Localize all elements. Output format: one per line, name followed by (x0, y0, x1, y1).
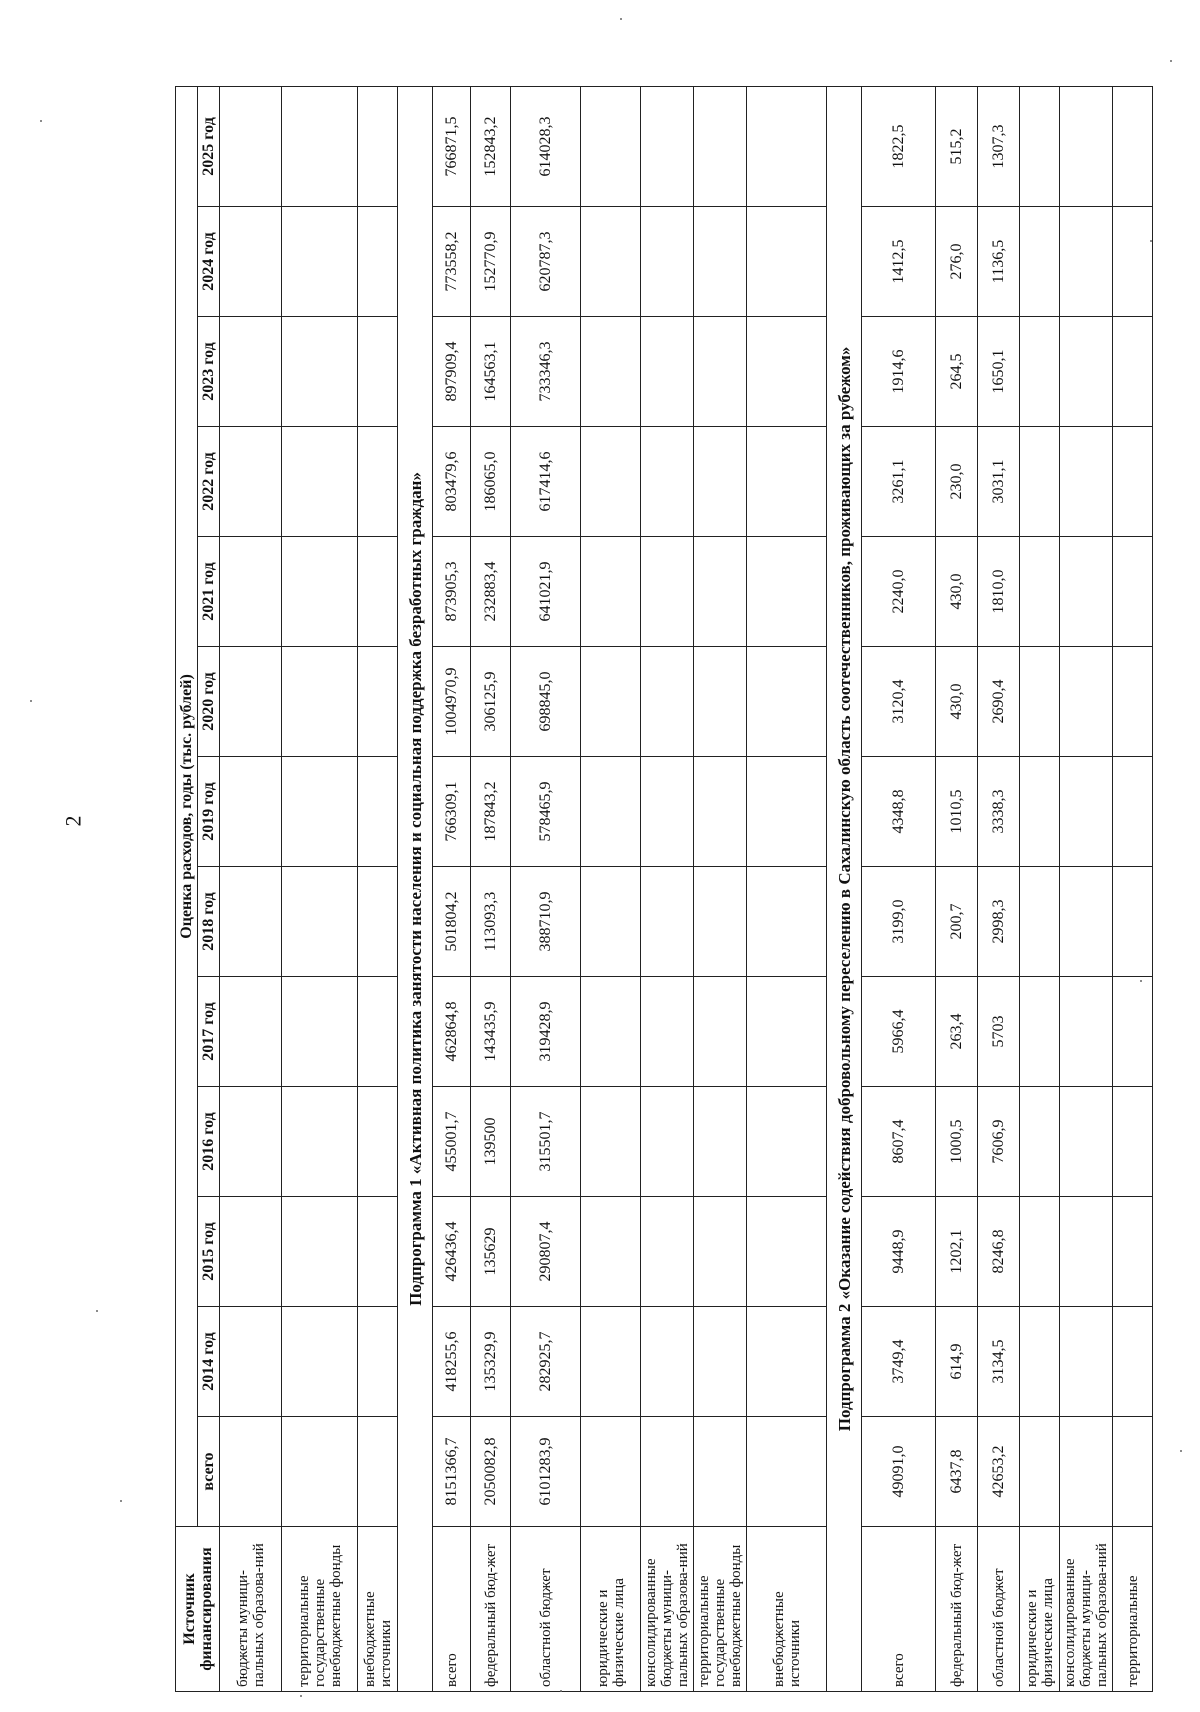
value-cell (747, 1087, 827, 1197)
subprogram2-title: Подпрограмма 2 «Оказание содействия добровольному переселению в Сахалинскую область соотечественников, проживающих за рубежом» (827, 86, 862, 1691)
table-row (471, 86, 511, 1691)
row-label: всего (433, 1527, 471, 1692)
value-cell (220, 86, 282, 206)
value-cell (1060, 757, 1113, 867)
value-cell (220, 977, 282, 1087)
value-cell (1020, 757, 1060, 867)
value-cell: 139500 (471, 1087, 511, 1197)
value-cell (694, 1307, 747, 1417)
value-cell (747, 317, 827, 427)
value-cell (1060, 867, 1113, 977)
row-label: консолидированные бюджеты муници-пальных образова-ний (1060, 1527, 1113, 1692)
value-cell: 264,5 (936, 317, 978, 427)
value-cell: 614028,3 (511, 86, 581, 206)
table-row (978, 86, 1020, 1691)
value-cell (358, 1307, 398, 1417)
value-cell: 418255,6 (433, 1307, 471, 1417)
value-cell (1060, 537, 1113, 647)
value-cell (694, 317, 747, 427)
value-cell (358, 427, 398, 537)
value-cell (1113, 427, 1153, 537)
value-cell (1060, 977, 1113, 1087)
header-column: 2021 год (198, 537, 220, 647)
row-label: областной бюджет (978, 1527, 1020, 1692)
value-cell: 2690,4 (978, 647, 1020, 757)
subprogram1-title-row (398, 86, 433, 1691)
value-cell: 578465,9 (511, 757, 581, 867)
value-cell: 135629 (471, 1197, 511, 1307)
value-cell (358, 977, 398, 1087)
value-cell (581, 427, 641, 537)
funding-table (175, 86, 1153, 1692)
value-cell (1020, 647, 1060, 757)
value-cell: 2240,0 (862, 537, 936, 647)
value-cell (641, 1307, 694, 1417)
value-cell: 4348,8 (862, 757, 936, 867)
value-cell (581, 977, 641, 1087)
value-cell (694, 207, 747, 317)
value-cell: 1010,5 (936, 757, 978, 867)
value-cell (641, 537, 694, 647)
value-cell: 773558,2 (433, 207, 471, 317)
page-number: 2 (60, 815, 86, 827)
value-cell (358, 1087, 398, 1197)
header-row-2 (198, 86, 220, 1691)
value-cell: 614,9 (936, 1307, 978, 1417)
value-cell: 6101283,9 (511, 1417, 581, 1527)
value-cell: 306125,9 (471, 647, 511, 757)
value-cell (641, 1197, 694, 1307)
header-column: 2018 год (198, 867, 220, 977)
header-column: 2019 год (198, 757, 220, 867)
table-row (581, 86, 641, 1691)
value-cell: 315501,7 (511, 1087, 581, 1197)
value-cell: 8607,4 (862, 1087, 936, 1197)
value-cell: 232883,4 (471, 537, 511, 647)
value-cell: 515,2 (936, 86, 978, 206)
value-cell (747, 86, 827, 206)
value-cell (220, 537, 282, 647)
scan-speck (1140, 980, 1142, 982)
row-label: областной бюджет (511, 1527, 581, 1692)
value-cell: 501804,2 (433, 867, 471, 977)
value-cell: 617414,6 (511, 427, 581, 537)
value-cell (1113, 317, 1153, 427)
value-cell (282, 537, 358, 647)
value-cell (581, 647, 641, 757)
value-cell (1020, 427, 1060, 537)
value-cell: 49091,0 (862, 1417, 936, 1527)
scan-speck (1150, 240, 1152, 242)
table-header (176, 86, 220, 1691)
value-cell (1020, 537, 1060, 647)
scan-speck (620, 18, 622, 20)
value-cell (641, 757, 694, 867)
value-cell (220, 427, 282, 537)
value-cell (1060, 427, 1113, 537)
value-cell: 42653,2 (978, 1417, 1020, 1527)
value-cell (1113, 1417, 1153, 1527)
value-cell (1020, 1307, 1060, 1417)
header-column: 2022 год (198, 427, 220, 537)
value-cell: 2998,3 (978, 867, 1020, 977)
row-label: юридические и физические лица (581, 1527, 641, 1692)
row-label: всего (862, 1527, 936, 1692)
value-cell: 1914,6 (862, 317, 936, 427)
value-cell (581, 757, 641, 867)
value-cell: 152843,2 (471, 86, 511, 206)
value-cell: 1412,5 (862, 207, 936, 317)
value-cell (1113, 1307, 1153, 1417)
value-cell (358, 757, 398, 867)
row-label: внебюджетные источники (747, 1527, 827, 1692)
table-row (1113, 86, 1153, 1691)
row-label: внебюджетные источники (358, 1527, 398, 1692)
value-cell (220, 1197, 282, 1307)
value-cell (282, 1197, 358, 1307)
value-cell: 620787,3 (511, 207, 581, 317)
value-cell (641, 317, 694, 427)
scan-speck (96, 1310, 98, 1312)
value-cell: 3199,0 (862, 867, 936, 977)
table-row (433, 86, 471, 1691)
value-cell: 3338,3 (978, 757, 1020, 867)
header-source: Источник финансирования (176, 1527, 220, 1692)
header-column: 2015 год (198, 1197, 220, 1307)
value-cell: 426436,4 (433, 1197, 471, 1307)
subprogram1-title: Подпрограмма 1 «Активная политика занятости населения и социальная поддержка безработных граждан» (398, 86, 433, 1691)
value-cell (581, 317, 641, 427)
value-cell (747, 1197, 827, 1307)
value-cell (358, 537, 398, 647)
value-cell: 698845,0 (511, 647, 581, 757)
value-cell (747, 427, 827, 537)
value-cell (581, 1417, 641, 1527)
value-cell: 143435,9 (471, 977, 511, 1087)
value-cell: 1650,1 (978, 317, 1020, 427)
value-cell (220, 647, 282, 757)
value-cell (694, 1417, 747, 1527)
value-cell (282, 977, 358, 1087)
row-label: территориальные государственные внебюджетные фонды (282, 1527, 358, 1692)
scan-speck (30, 700, 32, 702)
scan-speck (120, 1500, 122, 1502)
value-cell (358, 317, 398, 427)
value-cell: 5966,4 (862, 977, 936, 1087)
table-row (358, 86, 398, 1691)
table-row (282, 86, 358, 1691)
value-cell: 430,0 (936, 537, 978, 647)
subprogram2-title-row (827, 86, 862, 1691)
value-cell (282, 757, 358, 867)
scan-speck (300, 1695, 302, 1697)
value-cell: 1000,5 (936, 1087, 978, 1197)
value-cell (358, 867, 398, 977)
row-label: территориальные государственные внебюджетные фонды (694, 1527, 747, 1692)
header-column: 2017 год (198, 977, 220, 1087)
value-cell: 164563,1 (471, 317, 511, 427)
value-cell (282, 647, 358, 757)
value-cell (358, 86, 398, 206)
value-cell (694, 867, 747, 977)
value-cell: 290807,4 (511, 1197, 581, 1307)
value-cell: 263,4 (936, 977, 978, 1087)
value-cell (747, 757, 827, 867)
value-cell (282, 207, 358, 317)
value-cell (747, 537, 827, 647)
header-column: 2025 год (198, 86, 220, 206)
value-cell (747, 207, 827, 317)
value-cell (1113, 537, 1153, 647)
value-cell: 319428,9 (511, 977, 581, 1087)
value-cell (220, 1417, 282, 1527)
value-cell (1060, 86, 1113, 206)
value-cell (1020, 977, 1060, 1087)
scan-speck (1180, 1450, 1182, 1452)
header-column: 2023 год (198, 317, 220, 427)
row-label: консолидированные бюджеты муници-пальных образова-ний (641, 1527, 694, 1692)
value-cell (220, 757, 282, 867)
value-cell (282, 317, 358, 427)
value-cell (1020, 1087, 1060, 1197)
value-cell: 6437,8 (936, 1417, 978, 1527)
value-cell (641, 1087, 694, 1197)
value-cell: 3261,1 (862, 427, 936, 537)
row-label: юридические и физические лица (1020, 1527, 1060, 1692)
header-column: 2024 год (198, 207, 220, 317)
value-cell: 2050082,8 (471, 1417, 511, 1527)
value-cell (358, 1197, 398, 1307)
value-cell (1113, 647, 1153, 757)
value-cell (358, 1417, 398, 1527)
value-cell: 462864,8 (433, 977, 471, 1087)
value-cell: 873905,3 (433, 537, 471, 647)
value-cell: 5703 (978, 977, 1020, 1087)
value-cell (1113, 1087, 1153, 1197)
value-cell: 8151366,7 (433, 1417, 471, 1527)
value-cell (694, 1197, 747, 1307)
row-label: федеральный бюд-жет (936, 1527, 978, 1692)
value-cell (694, 537, 747, 647)
value-cell (581, 1087, 641, 1197)
value-cell: 8246,8 (978, 1197, 1020, 1307)
value-cell (581, 207, 641, 317)
value-cell (1020, 317, 1060, 427)
value-cell (1113, 977, 1153, 1087)
value-cell (1060, 647, 1113, 757)
value-cell (220, 317, 282, 427)
scan-speck (560, 1690, 562, 1692)
value-cell (641, 647, 694, 757)
header-column: 2014 год (198, 1307, 220, 1417)
value-cell (747, 1417, 827, 1527)
value-cell (1113, 867, 1153, 977)
value-cell (694, 1087, 747, 1197)
value-cell (1020, 867, 1060, 977)
table-row (1060, 86, 1113, 1691)
table-body (220, 86, 1153, 1691)
value-cell (1113, 86, 1153, 206)
value-cell (1113, 207, 1153, 317)
rotated-table-container (175, 87, 1200, 1692)
value-cell: 276,0 (936, 207, 978, 317)
row-label: федеральный бюд-жет (471, 1527, 511, 1692)
value-cell (282, 867, 358, 977)
value-cell (220, 1087, 282, 1197)
value-cell (694, 757, 747, 867)
value-cell: 186065,0 (471, 427, 511, 537)
header-column: 2016 год (198, 1087, 220, 1197)
value-cell (358, 207, 398, 317)
row-label: территориальные (1113, 1527, 1153, 1692)
value-cell (282, 1307, 358, 1417)
value-cell (282, 1417, 358, 1527)
value-cell (1060, 207, 1113, 317)
value-cell (694, 977, 747, 1087)
value-cell (1113, 1197, 1153, 1307)
value-cell: 282925,7 (511, 1307, 581, 1417)
value-cell (694, 86, 747, 206)
value-cell (694, 427, 747, 537)
value-cell (1020, 1417, 1060, 1527)
value-cell: 3749,4 (862, 1307, 936, 1417)
value-cell (1020, 86, 1060, 206)
value-cell (220, 207, 282, 317)
value-cell: 3031,1 (978, 427, 1020, 537)
value-cell: 766309,1 (433, 757, 471, 867)
value-cell (694, 647, 747, 757)
value-cell (1060, 1197, 1113, 1307)
value-cell: 3134,5 (978, 1307, 1020, 1417)
value-cell: 803479,6 (433, 427, 471, 537)
value-cell (581, 867, 641, 977)
value-cell (641, 427, 694, 537)
value-cell (641, 207, 694, 317)
value-cell (747, 867, 827, 977)
value-cell (1020, 1197, 1060, 1307)
value-cell (747, 647, 827, 757)
value-cell (581, 86, 641, 206)
header-column: 2020 год (198, 647, 220, 757)
value-cell: 897909,4 (433, 317, 471, 427)
value-cell (282, 427, 358, 537)
value-cell (581, 1307, 641, 1417)
value-cell: 430,0 (936, 647, 978, 757)
value-cell (747, 1307, 827, 1417)
value-cell: 766871,5 (433, 86, 471, 206)
header-column: всего (198, 1417, 220, 1527)
value-cell: 152770,9 (471, 207, 511, 317)
value-cell (220, 1307, 282, 1417)
value-cell: 1307,3 (978, 86, 1020, 206)
value-cell (1060, 1307, 1113, 1417)
value-cell: 9448,9 (862, 1197, 936, 1307)
value-cell: 1202,1 (936, 1197, 978, 1307)
row-label: бюджеты муници-пальных образова-ний (220, 1527, 282, 1692)
value-cell: 135329,9 (471, 1307, 511, 1417)
value-cell (581, 1197, 641, 1307)
value-cell (641, 977, 694, 1087)
value-cell (1020, 207, 1060, 317)
value-cell (641, 867, 694, 977)
value-cell: 230,0 (936, 427, 978, 537)
table-row (936, 86, 978, 1691)
value-cell: 388710,9 (511, 867, 581, 977)
value-cell (1060, 1417, 1113, 1527)
value-cell: 1810,0 (978, 537, 1020, 647)
table-row (694, 86, 747, 1691)
value-cell (1113, 757, 1153, 867)
value-cell (282, 86, 358, 206)
value-cell (282, 1087, 358, 1197)
value-cell (747, 977, 827, 1087)
value-cell (358, 647, 398, 757)
value-cell: 200,7 (936, 867, 978, 977)
value-cell: 455001,7 (433, 1087, 471, 1197)
table-row (1020, 86, 1060, 1691)
scan-speck (1170, 60, 1172, 62)
value-cell (1060, 317, 1113, 427)
value-cell: 187843,2 (471, 757, 511, 867)
value-cell: 1822,5 (862, 86, 936, 206)
value-cell (581, 537, 641, 647)
value-cell (1060, 1087, 1113, 1197)
header-estimate: Оценка расходов, годы (тыс. рублей) (176, 86, 198, 1526)
value-cell (641, 86, 694, 206)
table-row (862, 86, 936, 1691)
value-cell: 3120,4 (862, 647, 936, 757)
value-cell: 733346,3 (511, 317, 581, 427)
value-cell: 113093,3 (471, 867, 511, 977)
scan-speck (40, 120, 42, 122)
value-cell: 7606,9 (978, 1087, 1020, 1197)
value-cell (641, 1417, 694, 1527)
table-row (747, 86, 827, 1691)
table-row (511, 86, 581, 1691)
value-cell: 1004970,9 (433, 647, 471, 757)
value-cell (220, 867, 282, 977)
table-row (220, 86, 282, 1691)
table-row (641, 86, 694, 1691)
header-row-1 (176, 86, 198, 1691)
value-cell: 1136,5 (978, 207, 1020, 317)
value-cell: 641021,9 (511, 537, 581, 647)
